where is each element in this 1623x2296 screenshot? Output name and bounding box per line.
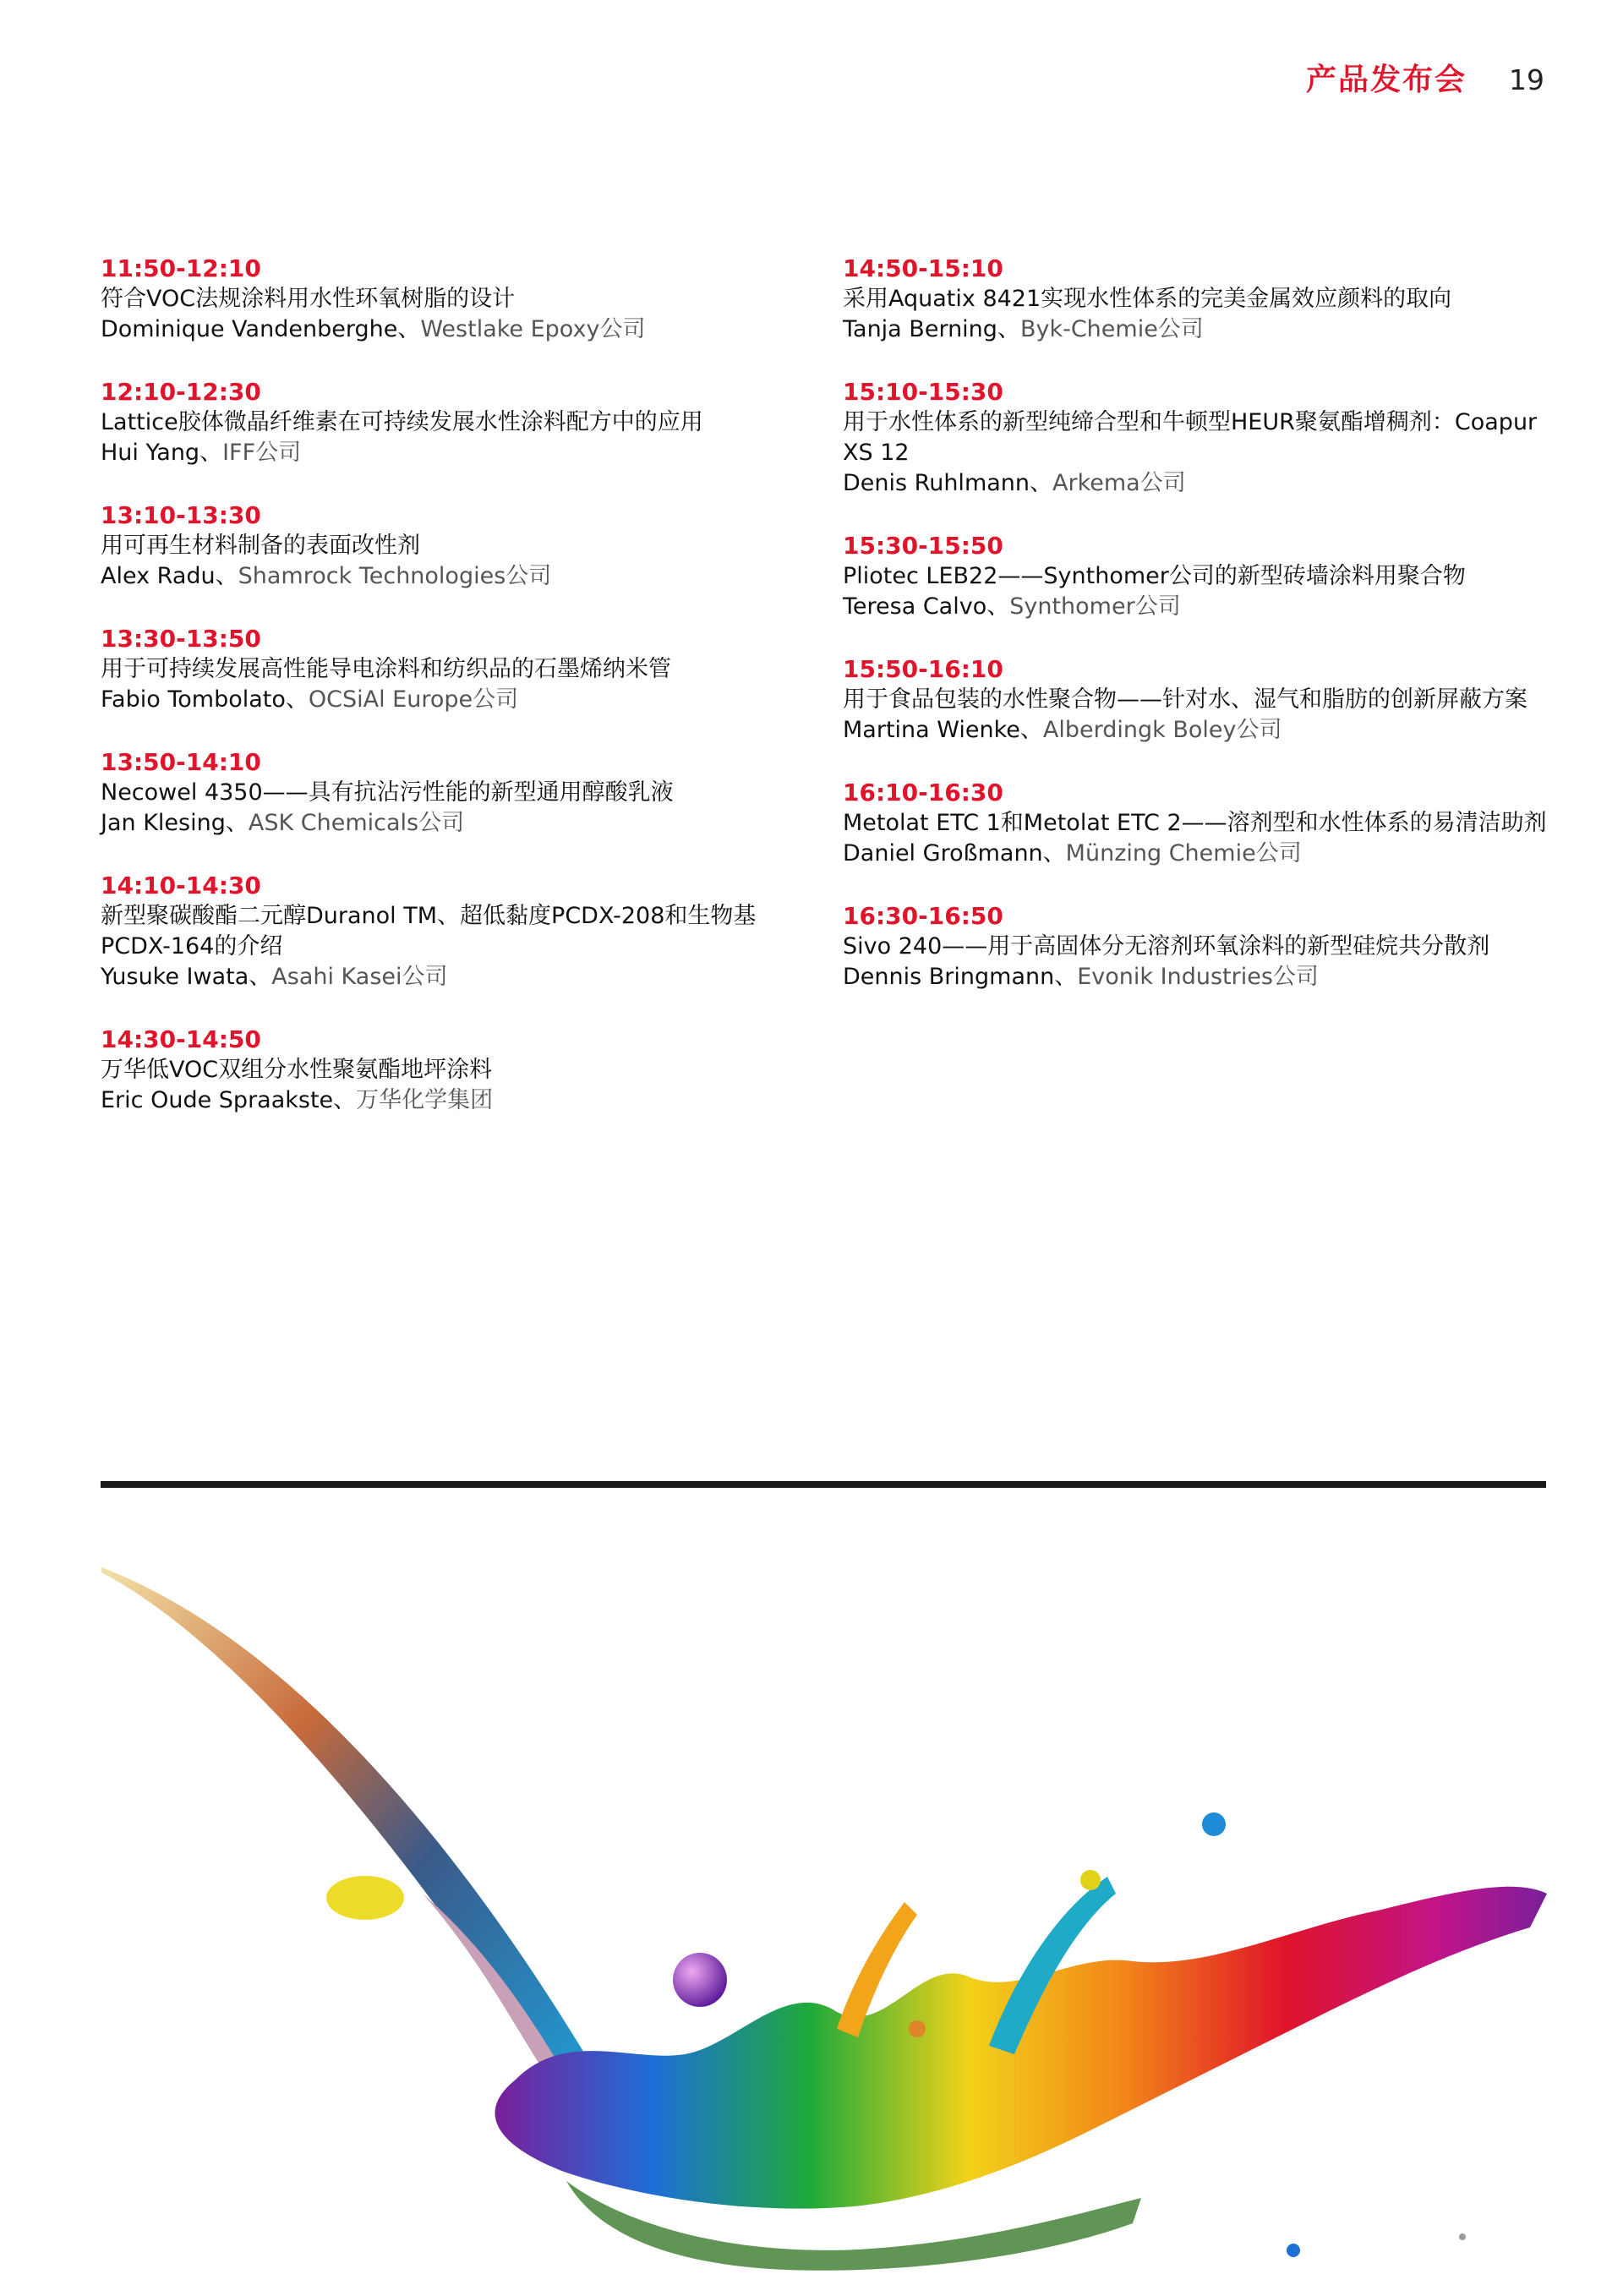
- session-speaker: [101, 685, 802, 715]
- session-title: Sivo 240——用于高固体分无溶剂环氧涂料的新型硅烷共分散剂: [843, 933, 1490, 959]
- section-divider: [101, 1481, 1546, 1488]
- session-item: [843, 654, 1553, 746]
- session-time: 12:10-12:30: [101, 378, 261, 406]
- speaker-company: Byk-Chemie公司: [1019, 316, 1204, 342]
- speaker-name: Hui Yang、: [101, 440, 223, 466]
- session-title: 用于食品包装的水性聚合物——针对水、湿气和脂肪的创新屏蔽方案: [843, 686, 1527, 713]
- session-item: [101, 624, 802, 715]
- session-item: [843, 377, 1553, 499]
- session-speaker: [101, 808, 802, 839]
- speaker-company: Synthomer公司: [1009, 593, 1181, 620]
- speaker-company: Münzing Chemie公司: [1065, 840, 1302, 866]
- session-speaker: [101, 1085, 802, 1116]
- right-schedule-column: [843, 254, 1553, 1025]
- session-time: 14:30-14:50: [101, 1025, 261, 1053]
- speaker-name: Martina Wienke、: [843, 717, 1043, 743]
- session-speaker: [843, 592, 1553, 622]
- speaker-company: Evonik Industries公司: [1077, 964, 1319, 990]
- session-item: [101, 500, 802, 592]
- session-time: 14:50-15:10: [843, 254, 1003, 282]
- session-title: 符合VOC法规涂料用水性环氧树脂的设计: [101, 286, 516, 312]
- session-time: 13:50-14:10: [101, 748, 261, 776]
- session-speaker: [843, 839, 1553, 869]
- paint-droplet-yellow-small: [1080, 1870, 1101, 1890]
- left-schedule-column: [101, 254, 802, 1148]
- speaker-company: 万华化学集团: [356, 1087, 494, 1113]
- session-item: [101, 377, 802, 468]
- paint-splash: [495, 1887, 1547, 2209]
- paint-droplet-yellow: [326, 1876, 404, 1920]
- session-speaker: [843, 715, 1553, 746]
- speaker-company: Asahi Kasei公司: [271, 964, 448, 990]
- session-title: Necowel 4350——具有抗沾污性能的新型通用醇酸乳液: [101, 779, 674, 806]
- session-title: 用于水性体系的新型纯缔合型和牛顿型HEUR聚氨酯增稠剂：Coapur XS 12: [843, 409, 1538, 466]
- session-title: 用可再生材料制备的表面改性剂: [101, 533, 420, 559]
- speaker-name: Dominique Vandenberghe、: [101, 316, 421, 342]
- session-time: 13:10-13:30: [101, 501, 261, 529]
- paint-droplet-dot: [1459, 2233, 1466, 2240]
- session-item: [843, 254, 1553, 345]
- speaker-company: Shamrock Technologies公司: [238, 563, 552, 589]
- paint-droplet-purple: [673, 1953, 727, 2007]
- paint-droplet-orange: [909, 2020, 926, 2037]
- session-speaker: [101, 438, 802, 468]
- session-time: 14:10-14:30: [101, 872, 261, 899]
- session-title: Lattice胶体微晶纤维素在可持续发展水性涂料配方中的应用: [101, 409, 703, 435]
- speaker-name: Daniel Großmann、: [843, 840, 1066, 866]
- speaker-company: OCSiAl Europe公司: [308, 686, 519, 713]
- session-time: 15:10-15:30: [843, 378, 1003, 406]
- speaker-company: IFF公司: [222, 440, 302, 466]
- session-speaker: [101, 561, 802, 592]
- session-speaker: [101, 314, 802, 345]
- speaker-name: Denis Ruhlmann、: [843, 470, 1053, 496]
- session-time: 16:30-16:50: [843, 902, 1003, 930]
- session-item: [101, 1025, 802, 1116]
- session-time: 13:30-13:50: [101, 625, 261, 653]
- session-item: [101, 254, 802, 345]
- paint-splash-illustration: [93, 1555, 1547, 2296]
- speaker-company: ASK Chemicals公司: [248, 810, 465, 836]
- speaker-name: Eric Oude Spraakste、: [101, 1087, 357, 1113]
- speaker-name: Dennis Bringmann、: [843, 964, 1078, 990]
- session-time: 15:30-15:50: [843, 532, 1003, 560]
- session-time: 15:50-16:10: [843, 655, 1003, 683]
- session-speaker: [101, 962, 802, 992]
- session-item: [843, 778, 1553, 869]
- session-title: 用于可持续发展高性能导电涂料和纺织品的石墨烯纳米管: [101, 656, 671, 682]
- session-speaker: [843, 468, 1553, 499]
- session-speaker: [843, 314, 1553, 345]
- session-item: [101, 871, 802, 992]
- session-title: 万华低VOC双组分水性聚氨酯地坪涂料: [101, 1057, 493, 1083]
- session-item: [843, 531, 1553, 622]
- speaker-name: Tanja Berning、: [843, 316, 1020, 342]
- speaker-name: Yusuke Iwata、: [101, 964, 272, 990]
- session-title: Metolat ETC 1和Metolat ETC 2——溶剂型和水性体系的易清洁助剂: [843, 810, 1547, 836]
- speaker-name: Teresa Calvo、: [843, 593, 1010, 620]
- session-item: [843, 901, 1553, 992]
- session-time: 16:10-16:30: [843, 779, 1003, 806]
- page-header: [1306, 56, 1544, 99]
- paint-droplet-blue: [1202, 1812, 1226, 1836]
- session-title: 采用Aquatix 8421实现水性体系的完美金属效应颜料的取向: [843, 286, 1452, 312]
- speaker-company: Arkema公司: [1052, 470, 1186, 496]
- speaker-name: Alex Radu、: [101, 563, 238, 589]
- session-time: 11:50-12:10: [101, 254, 261, 282]
- speaker-name: Fabio Tombolato、: [101, 686, 309, 713]
- section-title: 产品发布会: [1305, 63, 1467, 97]
- page-number: 19: [1509, 63, 1544, 96]
- session-speaker: [843, 962, 1553, 992]
- speaker-name: Jan Klesing、: [101, 810, 249, 836]
- paint-droplet-blue-small: [1287, 2244, 1300, 2257]
- session-title: Pliotec LEB22——Synthomer公司的新型砖墙涂料用聚合物: [843, 563, 1466, 589]
- speaker-company: Alberdingk Boley公司: [1042, 717, 1282, 743]
- session-item: [101, 747, 802, 839]
- session-title: 新型聚碳酸酯二元醇Duranol TM、超低黏度PCDX-208和生物基PCDX-164的介绍: [101, 903, 757, 959]
- speaker-company: Westlake Epoxy公司: [420, 316, 646, 342]
